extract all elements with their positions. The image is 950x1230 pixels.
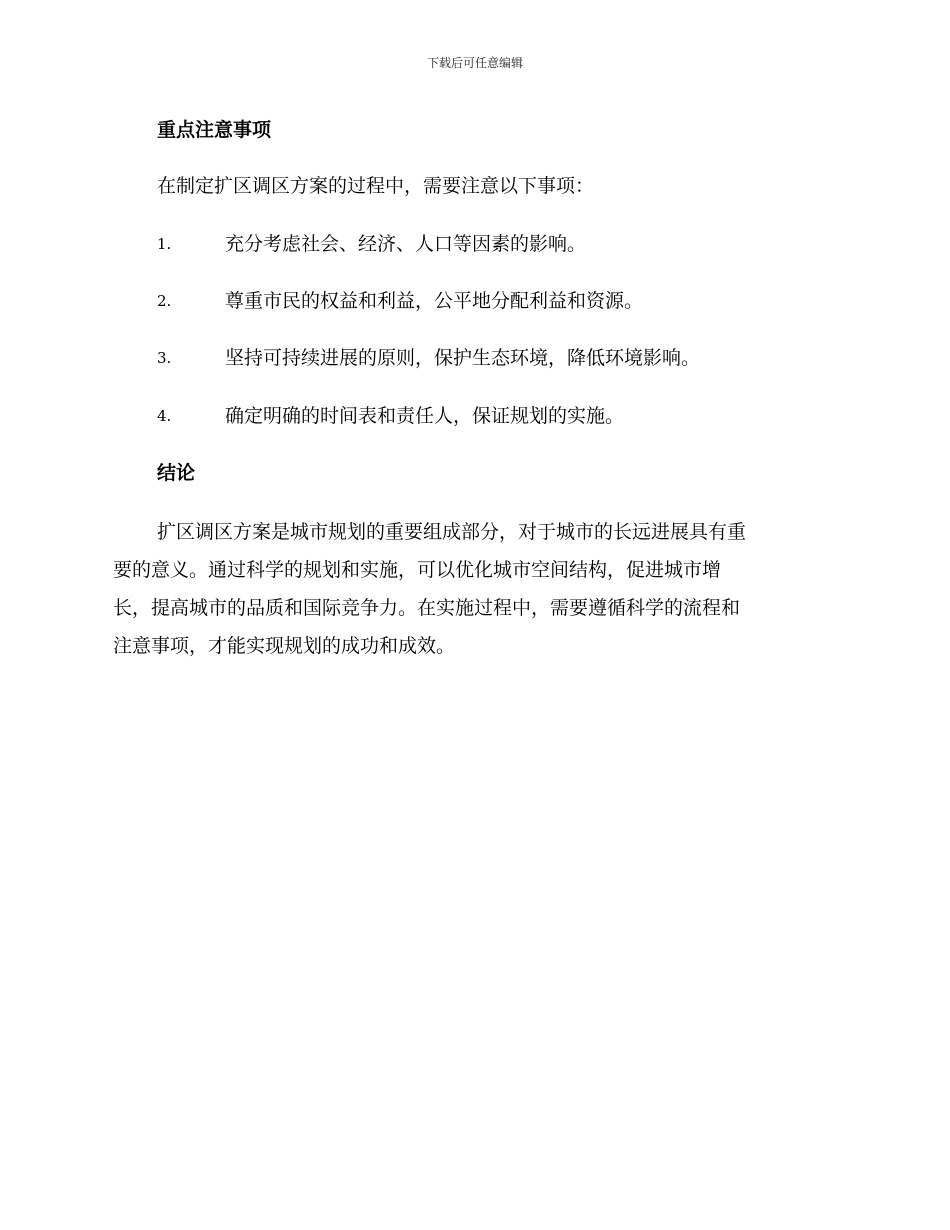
list-item	[157, 287, 837, 315]
list-number: 4.	[157, 407, 172, 425]
list-text: 充分考虑社会、经济、人口等因素的影响。	[225, 233, 587, 255]
conclusion-line: 注意事项，才能实现规划的成功和成效。	[113, 635, 456, 657]
list-item	[157, 344, 837, 372]
list-item	[157, 402, 837, 430]
notes-intro-paragraph: 在制定扩区调区方案的过程中，需要注意以下事项：	[157, 175, 595, 197]
conclusion-line: 扩区调区方案是城市规划的重要组成部分，对于城市的长远进展具有重	[157, 521, 747, 543]
list-number: 2.	[157, 292, 172, 310]
section-heading-notes: 重点注意事项	[157, 119, 272, 141]
conclusion-line: 长，提高城市的品质和国际竞争力。在实施过程中，需要遵循科学的流程和	[113, 597, 741, 619]
list-number: 3.	[157, 349, 172, 367]
list-item	[157, 230, 837, 258]
list-text: 坚持可持续进展的原则，保护生态环境，降低环境影响。	[225, 347, 701, 369]
list-text: 确定明确的时间表和责任人，保证规划的实施。	[225, 405, 625, 427]
section-heading-conclusion: 结论	[157, 462, 196, 484]
list-text: 尊重市民的权益和利益，公平地分配利益和资源。	[225, 290, 644, 312]
list-number: 1.	[157, 235, 172, 253]
conclusion-paragraph	[113, 513, 833, 665]
conclusion-line: 要的意义。通过科学的规划和实施，可以优化城市空间结构，促进城市增	[113, 559, 722, 581]
header-note: 下载后可任意编辑	[426, 56, 523, 70]
